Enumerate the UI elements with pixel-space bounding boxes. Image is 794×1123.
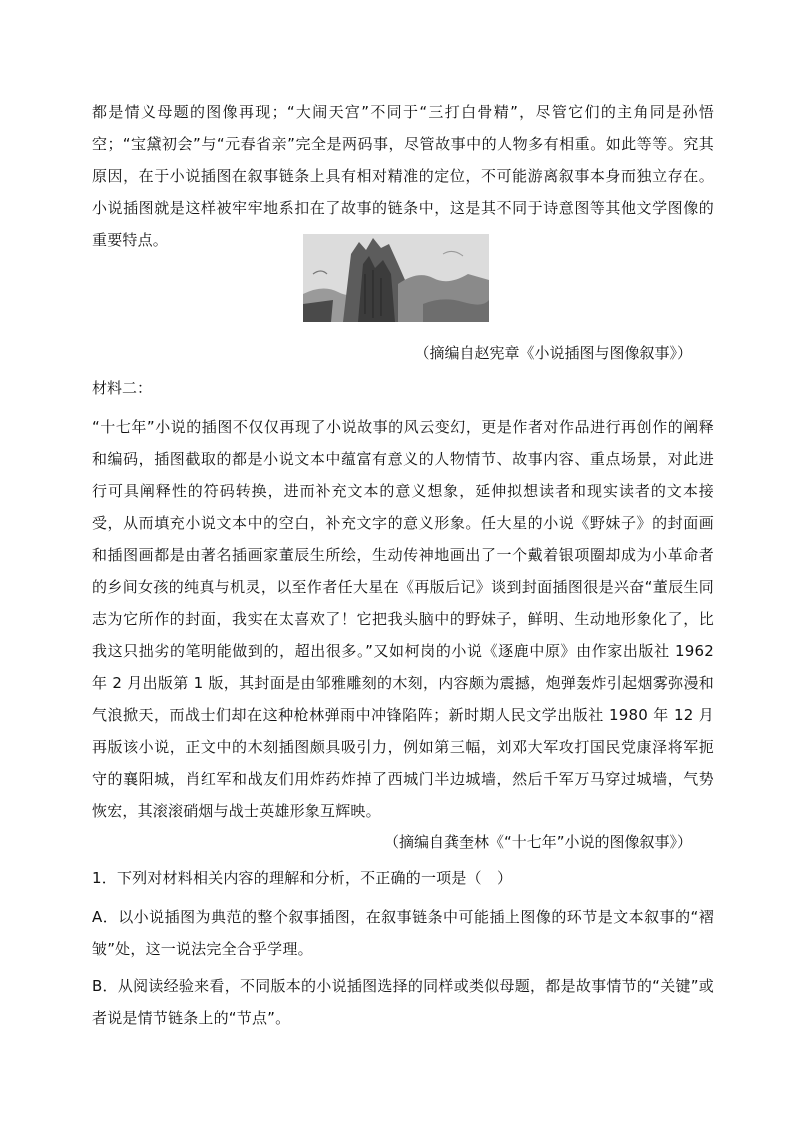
landscape-painting-svg	[303, 234, 489, 322]
landscape-painting-image	[303, 234, 489, 322]
option-a: A．以小说插图为典范的整个叙事插图，在叙事链条中可能插上图像的环节是文本叙事的“褶皱”处，这一说法完全合乎学理。	[92, 908, 714, 958]
source-citation-2: （摘编自龚奎林《“十七年”小说的图像叙事》）	[383, 833, 692, 851]
option-b: B．从阅读经验来看，不同版本的小说插图选择的同样或类似母题，都是故事情节的“关键”或者说是情节链条上的“节点”。	[92, 977, 714, 1027]
paragraph-intro: 都是情义母题的图像再现；“大闹天宫”不同于“三打白骨精”，尽管它们的主角同是孙悟空；“宝黛初会”与“元春省亲”完全是两码事，尽管故事中的人物多有相重。如此等等。究其原因，在于小说插图在叙事链条上具有相对精准的定位，不可能游离叙事本身而独立存在。小说插图就是这样被牢牢地系扣在了故事的链条中，这是其不同于诗意图等其他文学图像的重要特点。	[92, 103, 714, 249]
material-2-heading: 材料二：	[92, 379, 153, 397]
question-1: 1．下列对材料相关内容的理解和分析，不正确的一项是（ ）	[92, 869, 513, 887]
material-2-body: “十七年”小说的插图不仅仅再现了小说故事的风云变幻，更是作者对作品进行再创作的阐释和编码，插图截取的都是小说文本中蕴富有意义的人物情节、故事内容、重点场景，对此进行可具阐释性的符码转换，进而补充文本的意义想象，延伸拟想读者和现实读者的文本接受，从而填充小说文本中的空白，补充文字的意义形象。任大星的小说《野妹子》的封面画和插图画都是由著名插画家董辰生所绘，生动传神地画出了一个戴着银项圈却成为小革命者的乡间女孩的纯真与机灵，以至作者任大星在《再版后记》谈到封面插图很是兴奋“董辰生同志为它所作的封面，我实在太喜欢了！它把我头脑中的野妹子，鲜明、生动地形象化了，比我这只拙劣的笔明能做到的，超出很多。”又如柯岗的小说《逐鹿中原》由作家出版社 1962 年 2 月出版第 1 版，其封面是由邹雅雕刻的木刻，内容颇为震撼，炮弹轰炸引起烟雾弥漫和气浪掀天，而战士们却在这种枪林弹雨中冲锋陷阵；新时期人民文学出版社 1980 年 12 月再版该小说，正文中的木刻插图颇具吸引力，例如第三幅，刘邓大军攻打国民党康泽将军扼守的襄阳城，肖红军和战友们用炸药炸掉了西城门半边城墙，然后千军万马穿过城墙，气势恢宏，其滚滚硝烟与战士英雄形象互辉映。	[92, 418, 714, 820]
source-citation-1: （摘编自赵宪章《小说插图与图像叙事》）	[414, 344, 692, 362]
